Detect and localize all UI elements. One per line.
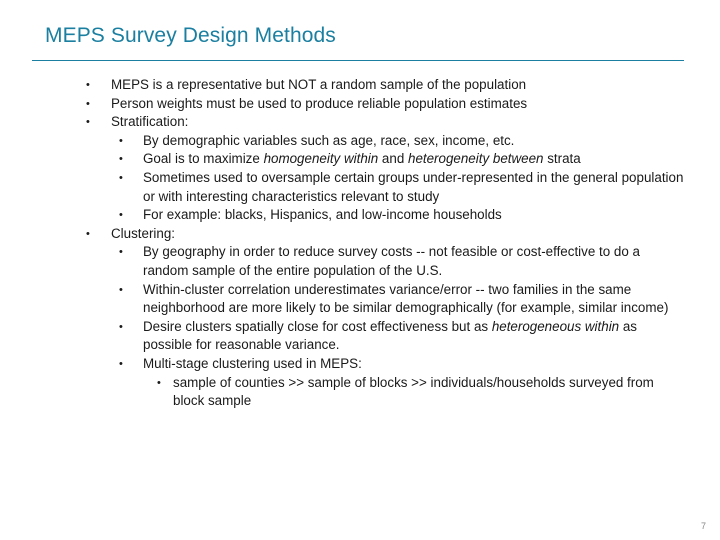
title-divider (32, 60, 684, 61)
italic-text: heterogeneity between (408, 151, 544, 167)
bullet-icon: • (86, 79, 90, 91)
bullet-icon: • (119, 246, 123, 259)
bullet-text: Within-cluster correlation underestimates variance/error -- two families in the same neighborhood are more likely to be similar demographically (for example, similar income) (143, 281, 669, 316)
bullet-text: MEPS is a representative but NOT a random sample of the population (111, 77, 527, 92)
italic-text: heterogeneous within (491, 318, 620, 334)
bullet-text: Clustering: (111, 225, 176, 241)
bullet-icon: • (86, 116, 90, 129)
bullet-text: By demographic variables such as age, race, sex, income, etc. (143, 132, 515, 148)
bullet-list (0, 76, 720, 411)
sub-sub-bullet-item (0, 374, 720, 411)
bullet-icon: • (119, 209, 123, 222)
sub-bullet-item (0, 318, 720, 355)
sub-bullet-item (0, 243, 720, 280)
bullet-item-stratification (0, 113, 720, 132)
italic-text: homogeneity within (263, 151, 379, 167)
bullet-item (0, 76, 720, 95)
bullet-text: By geography in order to reduce survey costs -- not feasible or cost-effective to do a random sample of the entire population of the U.S. (143, 244, 640, 278)
bullet-text: Stratification: (111, 114, 189, 130)
bullet-icon: • (119, 134, 123, 147)
bullet-icon: • (86, 97, 90, 110)
bullet-icon: • (119, 171, 123, 184)
bullet-text: Multi-stage clustering used in MEPS: (143, 355, 362, 371)
text-segment: Goal is to maximize (143, 151, 264, 167)
slide-title: MEPS Survey Design Methods (45, 24, 336, 47)
sub-bullet-item (0, 206, 720, 225)
text-segment: strata (543, 151, 581, 167)
sub-bullet-item (0, 355, 720, 374)
bullet-item-clustering (0, 225, 720, 244)
bullet-icon: • (119, 153, 123, 166)
bullet-icon: • (86, 227, 90, 240)
bullet-text: Person weights must be used to produce reliable population estimates (111, 95, 528, 111)
bullet-text: sample of counties >> sample of blocks >> individuals/households surveyed from block sample (173, 374, 654, 409)
page-number: 7 (700, 521, 706, 531)
text-segment: and (378, 151, 408, 167)
text-segment: as possible for reasonable variance. (143, 318, 637, 353)
bullet-text: For example: blacks, Hispanics, and low-income households (143, 207, 502, 223)
bullet-icon: • (119, 320, 123, 333)
bullet-text: Sometimes used to oversample certain groups under-represented in the general population or with interesting characteristics relevant to study (143, 169, 684, 204)
sub-bullet-item (0, 132, 720, 151)
bullet-text (143, 150, 688, 169)
sub-bullet-item (0, 150, 720, 169)
sub-bullet-item (0, 281, 720, 318)
bullet-item (0, 95, 720, 114)
bullet-icon: • (119, 283, 123, 296)
text-segment: Desire clusters spatially close for cost effectiveness but as (143, 318, 492, 334)
sub-bullet-item (0, 169, 720, 206)
bullet-text (143, 318, 688, 355)
bullet-icon: • (119, 357, 123, 370)
bullet-icon: • (157, 376, 161, 389)
